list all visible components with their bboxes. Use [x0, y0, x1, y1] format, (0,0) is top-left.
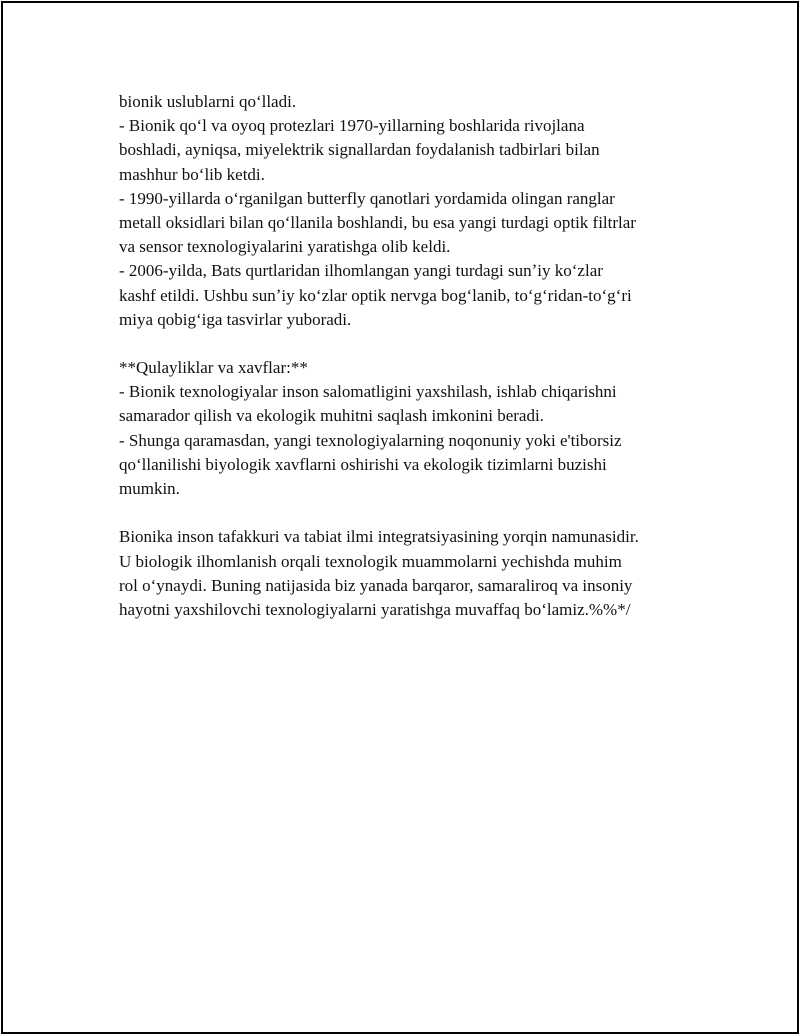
text-line: mashhur boʻlib ketdi.	[119, 164, 265, 184]
text-line: - Shunga qaramasdan, yangi texnologiyalarning noqonuniy yoki e'tiborsiz	[119, 430, 622, 450]
text-line: kashf etildi. Ushbu sunʼiy koʻzlar optik nervga bogʻlanib, toʻgʻridan-toʻgʻri	[119, 285, 632, 305]
list-item	[119, 114, 699, 187]
text-line: qoʻllanilishi biyologik xavflarni oshirishi va ekologik tizimlarni buzishi	[119, 454, 607, 474]
document-page	[1, 1, 799, 1034]
text-line: metall oksidlari bilan qoʻllanila boshlandi, bu esa yangi turdagi optik filtrlar	[119, 212, 636, 232]
paragraph-spacer	[119, 501, 699, 525]
text-line: U biologik ilhomlanish orqali texnologik muammolarni yechishda muhim	[119, 551, 622, 571]
text-line: - 2006-yilda, Bats qurtlaridan ilhomlangan yangi turdagi sunʼiy koʻzlar	[119, 261, 603, 281]
text-line: samarador qilish va ekologik muhitni saqlash imkonini beradi.	[119, 406, 544, 426]
text-line: miya qobigʻiga tasvirlar yuboradi.	[119, 309, 352, 329]
text-line: hayotni yaxshilovchi texnologiyalarni yaratishga muvaffaq boʻlamiz.%%*/	[119, 599, 631, 619]
text-line: - Bionik qoʻl va oyoq protezlari 1970-yillarning boshlarida rivojlana	[119, 116, 585, 136]
paragraph-spacer	[119, 332, 699, 356]
text-line: va sensor texnologiyalarini yaratishga olib keldi.	[119, 237, 451, 257]
text-line: bionik uslublarni qoʻlladi.	[119, 92, 297, 111]
section-heading: **Qulayliklar va xavflar:**	[119, 358, 308, 378]
list-item	[119, 380, 699, 428]
list-item	[119, 259, 699, 332]
text-line: rol oʻynaydi. Buning natijasida biz yanada barqaror, samaraliroq va insoniy	[119, 575, 633, 595]
text-line: boshladi, ayniqsa, miyelektrik signallardan foydalanish tadbirlari bilan	[119, 140, 600, 160]
text-line: - Bionik texnologiyalar inson salomatligini yaxshilash, ishlab chiqarishni	[119, 382, 617, 402]
conclusion-paragraph	[119, 525, 699, 622]
list-item	[119, 187, 699, 260]
list-item	[119, 429, 699, 502]
document-body	[119, 90, 699, 622]
text-line: - 1990-yillarda oʻrganilgan butterfly qanotlari yordamida olingan ranglar	[119, 188, 615, 208]
text-line: Bionika inson tafakkuri va tabiat ilmi integratsiyasining yorqin namunasidir.	[119, 527, 639, 547]
text-line: mumkin.	[119, 479, 180, 498]
